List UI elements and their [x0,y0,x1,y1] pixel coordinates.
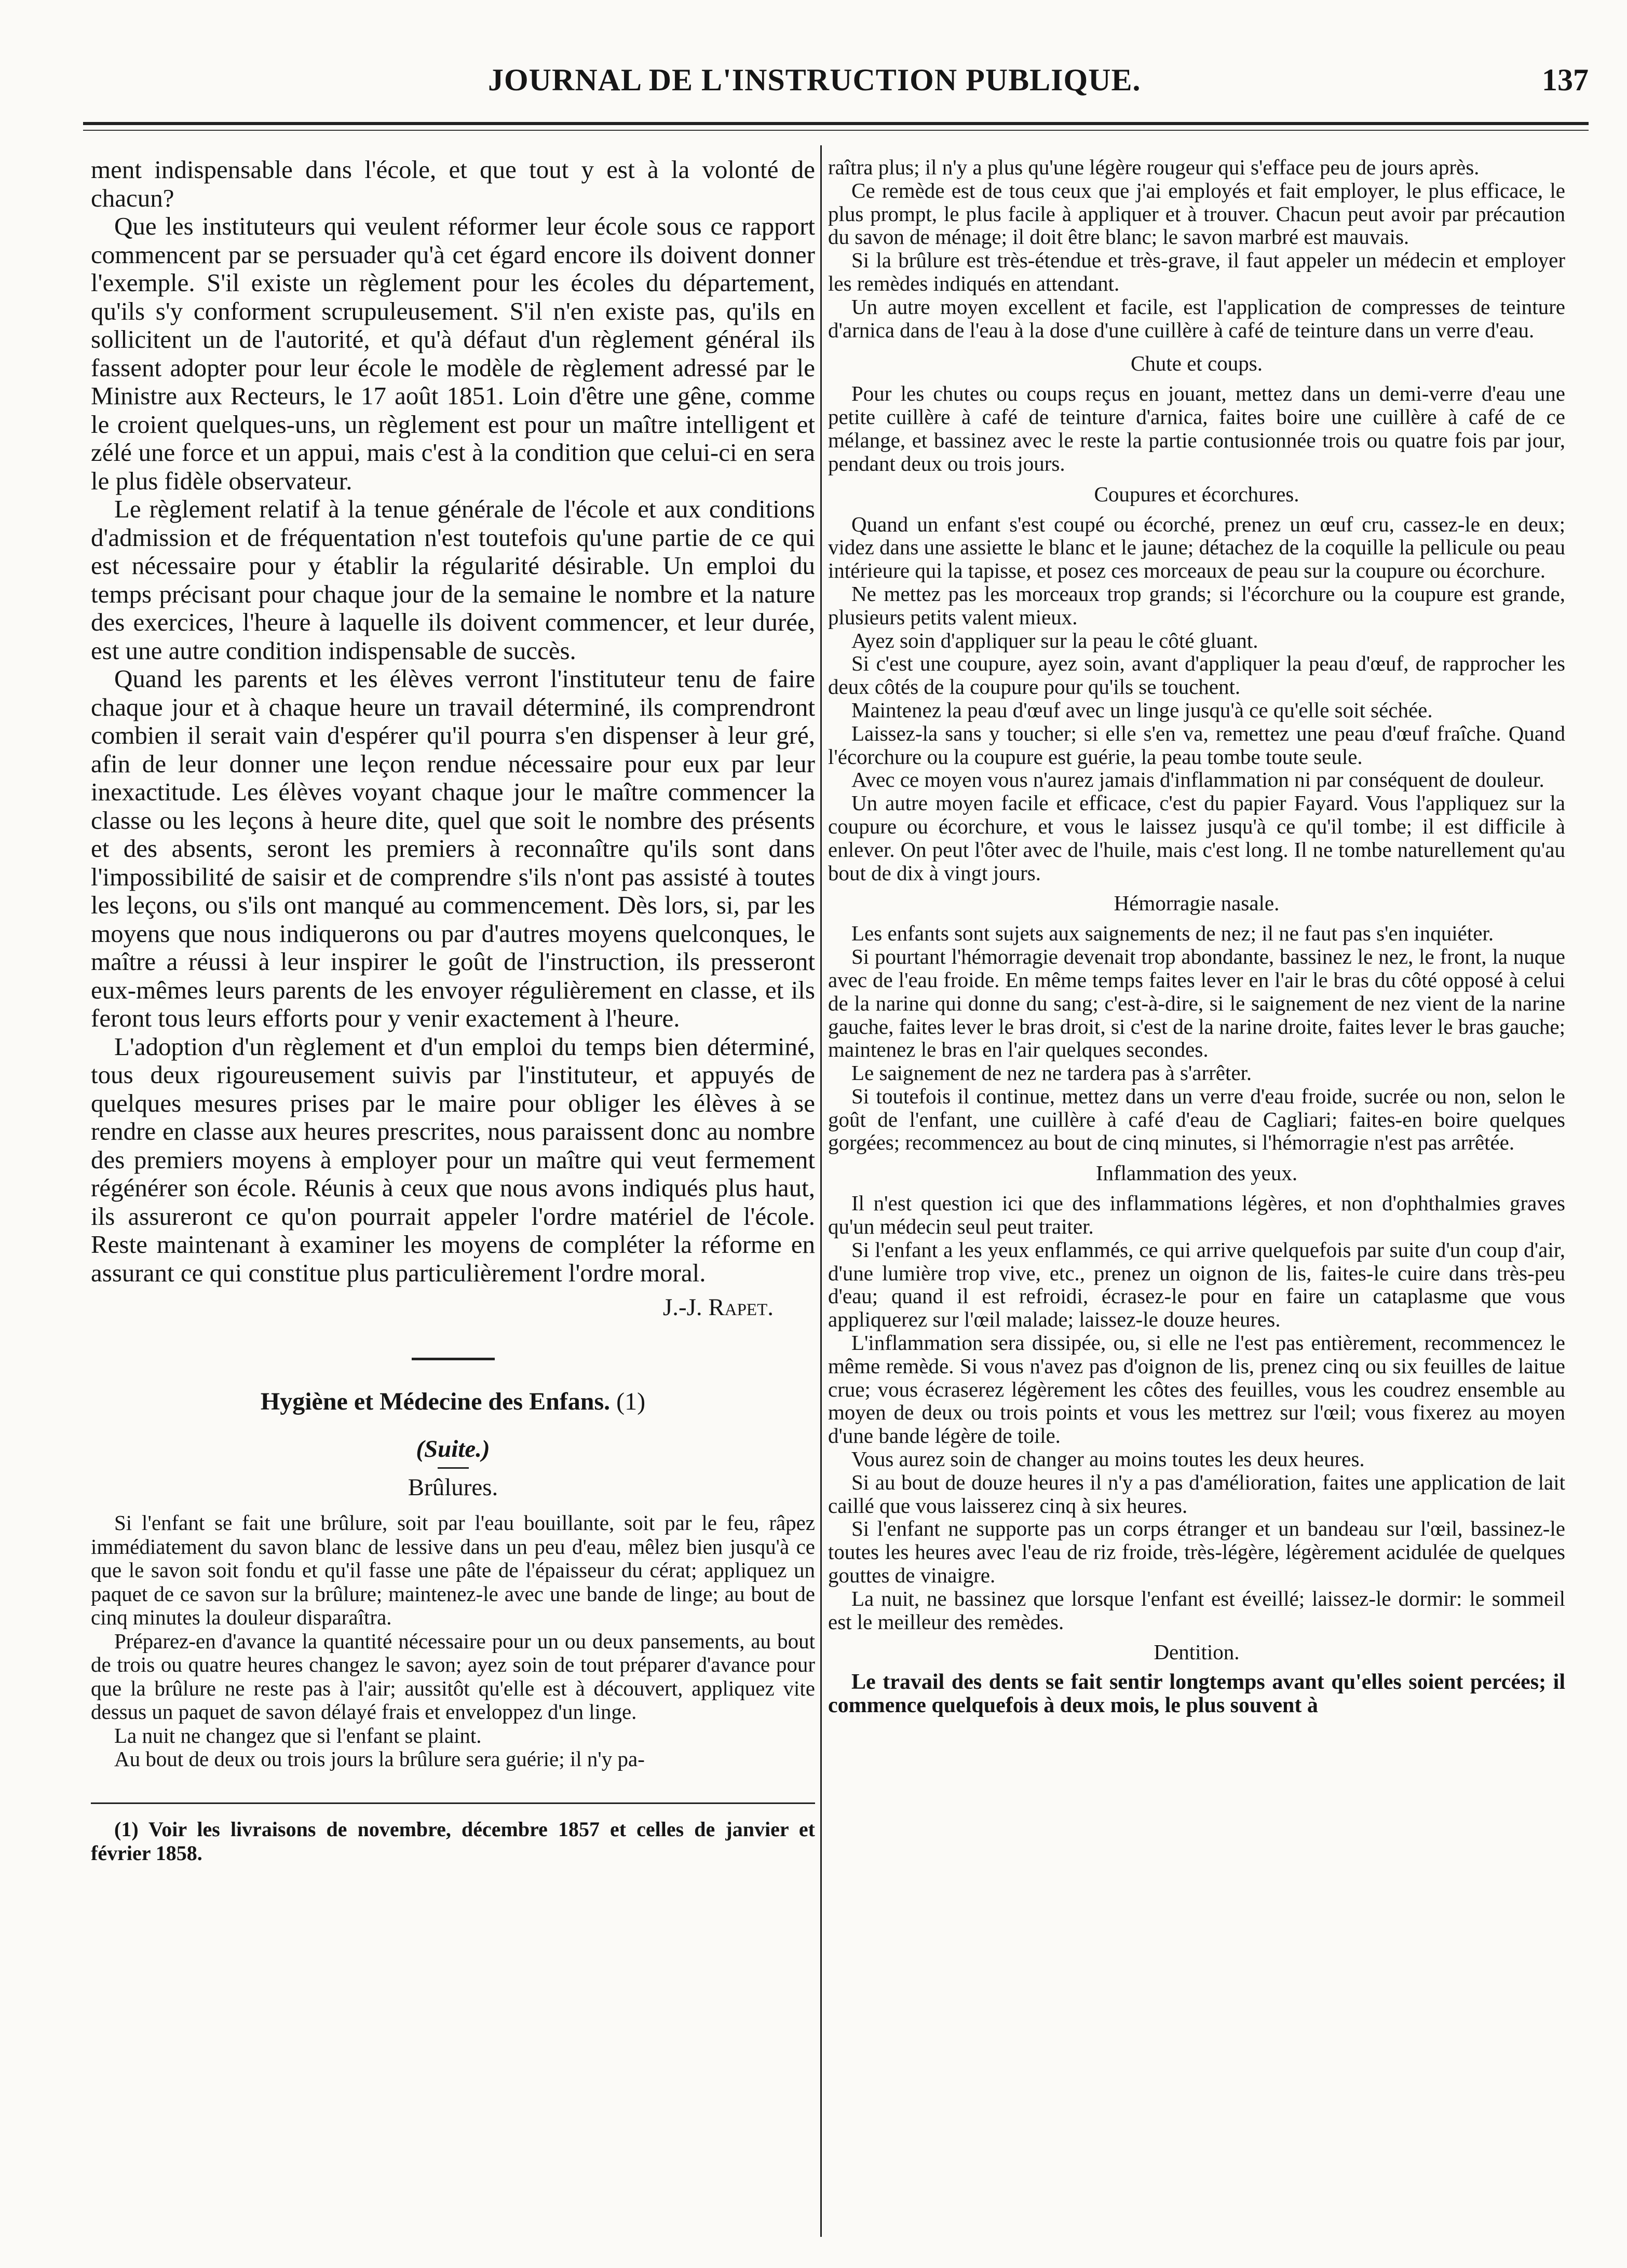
paragraph: Ce remède est de tous ceux que j'ai employés et fait employer, le plus efficace, le plus prompt, le plus facile à appliquer et à trouver. Chacun peut avoir par précaution du savon de ménage; il doit être blanc; le savon marbré est mauvais. [828,178,1565,249]
section-title [91,1386,815,1417]
footnote-rule [91,1802,815,1804]
subsection-heading: Coupures et écorchures. [1094,482,1299,506]
subsection-heading: Inflammation des yeux. [1095,1161,1298,1185]
paragraph: Si toutefois il continue, mettez dans un verre d'eau froide, sucrée ou non, selon le goût de l'enfant, une cuillère à café d'eau de Cagliari; faites-en boire quelques gorgées; recommencez au bout de cinq minutes, si l'hémorragie n'est pas arrêtée. [828,1084,1565,1155]
section-title-text: Hygiène et Médecine des Enfans. [260,1388,611,1415]
paragraph: Les enfants sont sujets aux saignements de nez; il ne faut pas s'en inquiéter. [851,921,1494,946]
paragraph: Ne mettez pas les morceaux trop grands; si l'écorchure ou la coupure est grande, plusieurs petits valent mieux. [828,581,1565,629]
paragraph: Laissez-la sans y toucher; si elle s'en va, remettez une peau d'œuf fraîche. Quand l'écorchure ou la coupure est guérie, la peau tombe toute seule. [828,721,1565,769]
paragraph: Le saignement de nez ne tardera pas à s'arrêter. [851,1061,1252,1085]
paragraph: Si c'est une coupure, ayez soin, avant d'appliquer la peau d'œuf, de rapprocher les deux côtés de la coupure pour qu'ils se touchent. [828,651,1565,699]
paragraph: Il n'est question ici que des inflammations légères, et non d'ophthalmies graves qu'un médecin seul peut traiter. [828,1191,1565,1239]
paragraph: Ayez soin d'appliquer sur la peau le côté gluant. [851,628,1258,652]
paragraph: ment indispensable dans l'école, et que tout y est à la volonté de chacun? [91,155,815,212]
paragraph: Si pourtant l'hémorragie devenait trop abondante, bassinez le nez, le front, la nuque avec de l'eau froide. En même temps faites lever en l'air le bras du côté opposé à celui de la narine qui donne du sang; c'est-à-dire, si le saignement de nez vient de la narine gauche, faites lever le bras droit, si c'est de la narine droite, faites lever le bras gauche; maintenez le bras en l'air quelques secondes. [828,945,1565,1062]
paragraph: raîtra plus; il n'y a plus qu'une légère rougeur qui s'efface peu de jours après. [828,155,1480,179]
page-number: 137 [1542,63,1589,97]
left-column [91,156,815,1865]
running-title: JOURNAL DE L'INSTRUCTION PUBLIQUE. [488,63,1141,97]
paragraph: Le règlement relatif à la tenue générale de l'école et aux conditions d'admission et de fréquentation n'est toutefois qu'une partie de ce qui est nécessaire pour y établir la régularité désirable. Un emploi du temps précisant pour chaque jour de la semaine le nombre et la nature des exercices, l'heure à laquelle ils doivent commencer, et leur durée, est une autre condition indispensable de succès. [91,495,815,665]
column-divider [820,145,822,2237]
paragraph: Le travail des dents se fait sentir longtemps avant qu'elles soient percées; il commence quelquefois à deux mois, le plus souvent à [828,1670,1565,1718]
paragraph: Un autre moyen facile et efficace, c'est du papier Fayard. Vous l'appliquez sur la coupure ou écorchure, et vous le laissez jusqu'à ce qu'il tombe; il est difficile à enlever. On peut l'ôter avec de l'huile, mais c'est long. Il ne tombe naturellement qu'au bout de dix à vingt jours. [828,791,1565,885]
paragraph: Au bout de deux ou trois jours la brûlure sera guérie; il n'y pa- [114,1747,645,1771]
subsection-heading: Chute et coups. [1131,351,1263,376]
subsection-heading: Dentition. [1154,1640,1240,1664]
header-rule [83,122,1589,125]
paragraph: Un autre moyen excellent et facile, est l'application de compresses de teinture d'arnica dans de l'eau à la dose d'une cuillère à café de teinture dans un verre d'eau. [828,294,1565,342]
paragraph: Quand les parents et les élèves verront l'instituteur tenu de faire chaque jour et à chaque heure un travail déterminé, ils comprendront combien il serait vain d'espérer qu'il pourra s'en dispenser à leur gré, afin de leur donner une leçon rendue nécessaire pour eux par leur inexactitude. Les élèves voyant chaque jour le maître commencer la classe ou les leçons à heure dite, quel que soit le nombre des présents et des absents, seront les premiers à reconnaître qu'ils sont dans l'impossibilité de saisir et de comprendre s'ils n'ont pas assisté à toutes les leçons, ou s'ils ont manqué au commencement. Dès lors, si, par les moyens que nous indiquerons ou par d'autres moyens quelconques, le maître a réussi à leur inspirer le goût de l'instruction, ils presseront eux-mêmes leurs parents de les envoyer régulièrement en classe, et ils feront tous leurs efforts pour y venir exactement à l'heure. [91,664,815,1032]
paragraph: Si la brûlure est très-étendue et très-grave, il faut appeler un médecin et employer les remèdes indiqués en attendant. [828,248,1565,295]
paragraph: L'adoption d'un règlement et d'un emploi du temps bien déterminé, tous deux rigoureusement suivis par l'instituteur, et appuyés de quelques mesures prises par le maire pour obliger les élèves à se rendre en classe aux heures prescrites, nous paraissent donc au nombre des premiers moyens à employer pour un maître qui veut fermement régénérer son école. Réunis à ceux que nous avons indiqués plus haut, ils assureront ce qu'on pourrait appeler l'ordre matériel de l'école. Reste maintenant à examiner les moyens de compléter la réforme en assurant ce qui constitue plus particulièrement l'ordre moral. [91,1032,815,1287]
paragraph: Si l'enfant ne supporte pas un corps étranger et un bandeau sur l'œil, bassinez-le toutes les heures avec l'eau de riz froide, très-légère, légèrement acidulée de quelques gouttes de vinaigre. [828,1516,1565,1588]
suite-separator [438,1467,469,1469]
paragraph: Vous aurez soin de changer au moins toutes les deux heures. [851,1447,1365,1471]
header-rule-thin [83,130,1589,131]
paragraph: Quand un enfant s'est coupé ou écorché, prenez un œuf cru, cassez-le en deux; videz dans une assiette le blanc et le jaune; détachez de la coquille la pellicule ou peau intérieure qui la tapisse, et posez ces morceaux de peau sur la coupure ou écorchure. [828,512,1565,583]
right-column [828,156,1565,1717]
section-separator [412,1358,495,1360]
paragraph: L'inflammation sera dissipée, ou, si elle ne l'est pas entièrement, recommencez le même remède. Si vous n'avez pas d'oignon de lis, prenez cinq ou six feuilles de laitue crue; vous écraserez légèrement les côtes des feuilles, vous les coudrez ensemble au moyen de deux ou trois points et vous les mettrez sur l'œil; vous fixerez au moyen d'une bande légère de toile. [828,1331,1565,1448]
paragraph: Si l'enfant a les yeux enflammés, ce qui arrive quelquefois par suite d'un coup d'air, d'une lumière trop vive, etc., prenez un oignon de lis, faites-le cuire dans très-peu d'eau; quand il est refroidi, écrasez-le pour en faire un cataplasme que vous appliquerez sur l'œil malade; laissez-le douze heures. [828,1237,1565,1332]
author-signature: J.-J. Rapet. [662,1294,774,1321]
paragraph: Si l'enfant se fait une brûlure, soit par l'eau bouillante, soit par le feu, râpez immédiatement du savon blanc de lessive dans un peu d'eau, mêlez bien jusqu'à ce que le savon soit fondu et qu'il fasse une pâte de l'épaisseur du cérat; appliquez un paquet de ce savon sur la brûlure; maintenez-le avec une bande de linge; au bout de cinq minutes la douleur disparaîtra. [91,1511,815,1629]
subsection-heading: Hémorragie nasale. [1114,891,1280,916]
paragraph: Que les instituteurs qui veulent réformer leur école sous ce rapport commencent par se persuader qu'à cet égard encore ils doivent donner l'exemple. S'il existe un règlement pour les écoles du département, qu'ils s'y conforment scrupuleusement. S'il n'en existe pas, qu'ils en sollicitent un de l'autorité, et qu'à défaut d'un règlement général ils fassent adopter pour leur école le modèle de règlement adressé par le Ministre aux Recteurs, le 17 août 1851. Loin d'être une gêne, comme le croient quelques-uns, un règlement est pour un maître intelligent et zélé une force et un appui, mais c'est à la condition que celui-ci en sera le plus fidèle observateur. [91,212,815,495]
footnote-marker: (1) [616,1388,646,1415]
paragraph: Maintenez la peau d'œuf avec un linge jusqu'à ce qu'elle soit séchée. [851,698,1433,722]
footnote: (1) Voir les livraisons de novembre, décembre 1857 et celles de janvier et février 1858. [91,1817,815,1865]
page-header [83,62,1589,114]
paragraph: La nuit, ne bassinez que lorsque l'enfant est éveillé; laissez-le dormir: le sommeil est le meilleur des remèdes. [828,1586,1565,1634]
paragraph: Si au bout de douze heures il n'y a pas d'amélioration, faites une application de lait caillé que vous laisserez cinq à six heures. [828,1470,1565,1518]
paragraph: Préparez-en d'avance la quantité nécessaire pour un ou deux pansements, au bout de trois ou quatre heures changez le savon; ayez soin de tout préparer d'avance pour que la brûlure ne reste pas à l'air; aussitôt qu'elle est à découvert, appliquez vite dessus un paquet de savon délayé frais et enveloppez d'un linge. [91,1629,815,1724]
suite-label: (Suite.) [416,1436,490,1463]
paragraph: La nuit ne changez que si l'enfant se plaint. [114,1723,482,1747]
paragraph: Pour les chutes ou coups reçus en jouant, mettez dans un demi-verre d'eau une petite cuillère à café de teinture d'arnica, faites boire une cuillère à café de ce mélange, et bassinez avec le reste la partie contusionnée trois ou quatre fois par jour, pendant deux ou trois jours. [828,381,1565,475]
subsection-heading: Brûlures. [408,1474,498,1501]
paragraph: Avec ce moyen vous n'aurez jamais d'inflammation ni par conséquent de douleur. [851,768,1544,792]
